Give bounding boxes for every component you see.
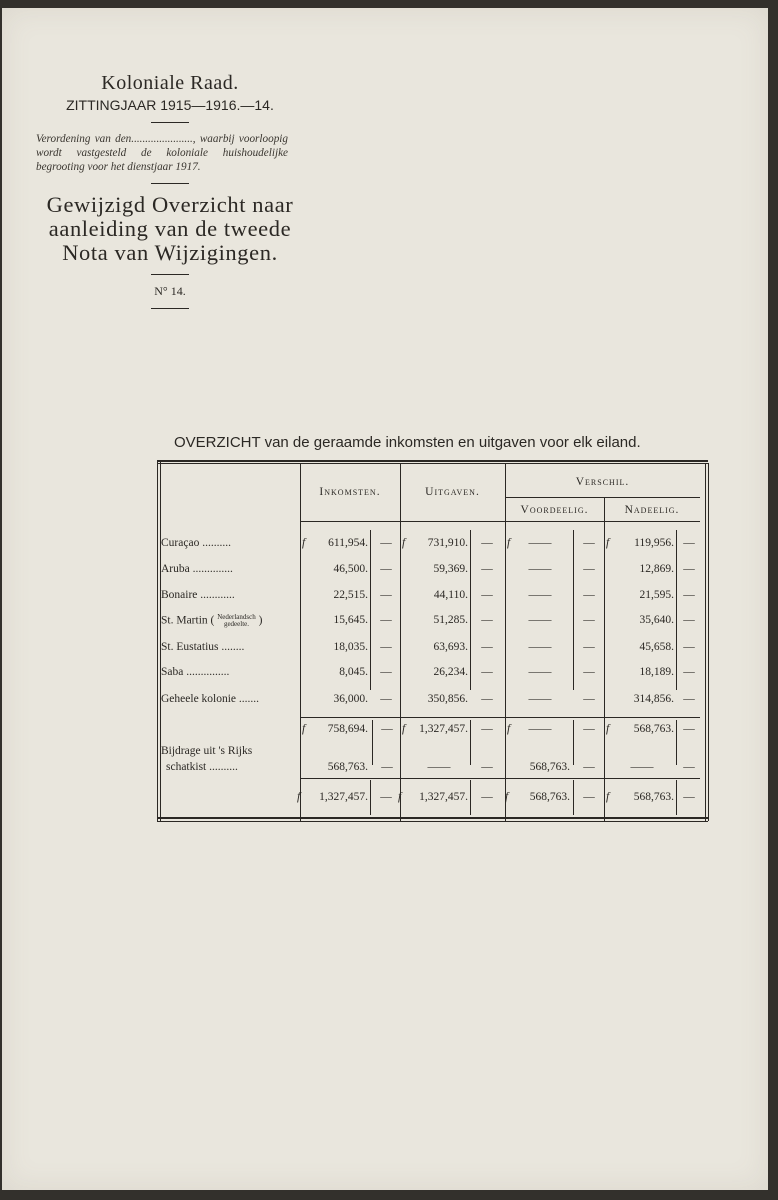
document-heading: Gewijzigd Overzicht naar aanleiding van de tweede Nota van Wijzigingen. [46, 192, 294, 265]
subtotal-uitgaven: 1,327,457. [419, 723, 468, 735]
table-rule-vertical [370, 530, 371, 690]
bijdrage-voordeelig: 568,763. [529, 761, 570, 773]
table-cell-cents: — [380, 563, 392, 575]
table-cell-uitgaven: 44,110. [433, 589, 468, 601]
currency-sign: f [302, 723, 306, 735]
currency-sign: f [402, 537, 406, 549]
table-cell-cents: — [380, 666, 392, 678]
table-row-label: Curaçao .......... [161, 537, 231, 549]
table-cell-cents: — [583, 791, 595, 803]
table-cell-cents: — [481, 614, 493, 626]
table-rule-horizontal [157, 817, 708, 819]
currency-sign: f [302, 537, 306, 549]
council-title: Koloniale Raad. [101, 72, 239, 94]
column-header-nadeelig: Nadeelig. [624, 504, 680, 516]
table-cell-cents: — [481, 723, 493, 735]
stmartin-note: Nederlandsch gedeelte. [217, 613, 256, 628]
bijdrage-nadeelig: —— [630, 761, 654, 773]
table-cell-uitgaven: 63,693. [433, 641, 468, 653]
column-header-inkomsten: Inkomsten. [319, 486, 381, 498]
currency-sign: f [505, 791, 509, 803]
table-rule-vertical [573, 780, 574, 815]
table-cell-voordeelig: —— [528, 537, 552, 549]
divider [151, 183, 189, 184]
divider [151, 274, 189, 275]
table-cell-nadeelig: 12,869. [639, 563, 674, 575]
table-cell-cents: — [481, 589, 493, 601]
table-rule-vertical [705, 463, 706, 821]
table-rule-vertical [372, 720, 373, 765]
currency-sign: f [297, 791, 301, 803]
bijdrage-uitgaven: —— [427, 761, 451, 773]
table-cell-cents: — [583, 693, 595, 705]
table-row-label: Aruba .............. [161, 563, 233, 575]
table-cell-cents: — [380, 791, 392, 803]
table-cell-cents: — [381, 761, 393, 773]
table-rule-horizontal [300, 778, 700, 779]
table-rule-horizontal [157, 821, 708, 822]
total-nadeelig: 568,763. [633, 791, 674, 803]
table-rule-horizontal [505, 497, 700, 498]
column-header-voordeelig: Voordeelig. [520, 504, 589, 516]
table-cell-cents: — [683, 761, 695, 773]
table-cell-cents: — [683, 641, 695, 653]
document-header [30, 72, 310, 318]
table-cell-voordeelig: —— [528, 563, 552, 575]
currency-sign: f [507, 723, 511, 735]
bijdrage-label: Bijdrage uit 's Rijks [161, 745, 253, 757]
table-rule-vertical [470, 780, 471, 815]
currency-sign: f [507, 537, 511, 549]
table-cell-inkomsten: 8,045. [339, 666, 368, 678]
bijdrage-inkomsten: 568,763. [327, 761, 368, 773]
subtotal-nadeelig: 568,763. [633, 723, 674, 735]
table-rule-vertical [676, 780, 677, 815]
currency-sign: f [398, 791, 402, 803]
table-cell-nadeelig: 119,956. [634, 537, 674, 549]
table-cell-cents: — [683, 614, 695, 626]
table-cell-uitgaven: 51,285. [433, 614, 468, 626]
divider [151, 122, 189, 123]
table-cell-uitgaven: 26,234. [433, 666, 468, 678]
table-rule-vertical [157, 460, 158, 821]
divider [151, 308, 189, 309]
table-cell-voordeelig: —— [528, 641, 552, 653]
table-rule-vertical [470, 720, 471, 765]
table-row-label: St. Eustatius ........ [161, 641, 245, 653]
table-cell-cents: — [380, 589, 392, 601]
table-cell-uitgaven: 350,856. [427, 693, 468, 705]
table-cell-inkomsten: 36,000. [333, 693, 368, 705]
table-cell-uitgaven: 731,910. [427, 537, 468, 549]
table-rule-vertical [470, 530, 471, 690]
table-cell-inkomsten: 15,645. [333, 614, 368, 626]
table-rule-vertical [676, 720, 677, 765]
table-cell-nadeelig: 45,658. [639, 641, 674, 653]
table-cell-cents: — [481, 693, 493, 705]
table-cell-cents: — [583, 537, 595, 549]
table-cell-cents: — [583, 563, 595, 575]
table-row-label: Geheele kolonie ....... [161, 693, 260, 705]
table-cell-nadeelig: 18,189. [639, 666, 674, 678]
table-cell-cents: — [683, 537, 695, 549]
table-cell-cents: — [583, 589, 595, 601]
table-rule-horizontal [300, 717, 700, 718]
table-rule-horizontal [157, 460, 708, 462]
currency-sign: f [606, 791, 610, 803]
bijdrage-label: schatkist .......... [166, 761, 238, 773]
table-cell-inkomsten: 611,954. [328, 537, 368, 549]
currency-sign: f [402, 723, 406, 735]
table-rule-vertical [370, 780, 371, 815]
table-cell-cents: — [380, 641, 392, 653]
table-rule-vertical [708, 463, 709, 821]
table-cell-cents: — [381, 723, 393, 735]
table-cell-cents: — [481, 537, 493, 549]
table-cell-cents: — [380, 537, 392, 549]
regulation-text: Verordening van den......................, waarbij voorloopig wordt vastgesteld de koloniale huishoudelijke begrooting voor het dienstjaar 1917. [36, 133, 288, 173]
table-cell-nadeelig: 35,640. [639, 614, 674, 626]
table-cell-cents: — [583, 761, 595, 773]
table-row-label: St. Martin ( Nederlandsch gedeelte. ) [161, 613, 263, 628]
subtotal-inkomsten: 758,694. [327, 723, 368, 735]
total-uitgaven: 1,327,457. [419, 791, 468, 803]
table-cell-cents: — [380, 693, 392, 705]
table-cell-nadeelig: 21,595. [639, 589, 674, 601]
table-cell-inkomsten: 22,515. [333, 589, 368, 601]
table-cell-cents: — [481, 791, 493, 803]
table-cell-inkomsten: 46,500. [333, 563, 368, 575]
table-rule-horizontal [157, 463, 708, 464]
table-cell-cents: — [583, 614, 595, 626]
table-cell-cents: — [481, 641, 493, 653]
table-cell-cents: — [481, 666, 493, 678]
document-number: N° 14. [154, 284, 186, 298]
table-cell-voordeelig: —— [528, 614, 552, 626]
table-cell-cents: — [583, 666, 595, 678]
total-voordeelig: 568,763. [529, 791, 570, 803]
table-cell-inkomsten: 18,035. [333, 641, 368, 653]
column-header-verschil: Verschil. [575, 476, 630, 488]
table-cell-cents: — [683, 666, 695, 678]
table-cell-cents: — [583, 641, 595, 653]
table-cell-cents: — [380, 614, 392, 626]
table-cell-voordeelig: —— [528, 589, 552, 601]
table-cell-cents: — [683, 791, 695, 803]
session-line: ZITTINGJAAR 1915—1916.—14. [66, 97, 274, 113]
total-inkomsten: 1,327,457. [319, 791, 368, 803]
table-cell-voordeelig: —— [528, 693, 552, 705]
table-cell-cents: — [481, 563, 493, 575]
table-cell-voordeelig: —— [528, 666, 552, 678]
table-cell-cents: — [683, 589, 695, 601]
table-cell-cents: — [481, 761, 493, 773]
currency-sign: f [606, 723, 610, 735]
table-row-label: Saba ............... [161, 666, 230, 678]
currency-sign: f [606, 537, 610, 549]
document-page [2, 8, 768, 1190]
table-cell-uitgaven: 59,369. [433, 563, 468, 575]
table-rule-vertical [676, 530, 677, 690]
table-rule-vertical [573, 530, 574, 690]
table-cell-nadeelig: 314,856. [633, 693, 674, 705]
table-rule-vertical [573, 720, 574, 765]
subtotal-voordeelig: —— [528, 723, 552, 735]
table-cell-cents: — [683, 723, 695, 735]
table-cell-cents: — [583, 723, 595, 735]
table-title: OVERZICHT van de geraamde inkomsten en uitgaven voor elk eiland. [174, 434, 641, 451]
column-header-uitgaven: Uitgaven. [425, 486, 480, 498]
table-row-label: Bonaire ............ [161, 589, 235, 601]
table-cell-cents: — [683, 563, 695, 575]
table-rule-horizontal [300, 521, 700, 522]
table-cell-cents: — [683, 693, 695, 705]
